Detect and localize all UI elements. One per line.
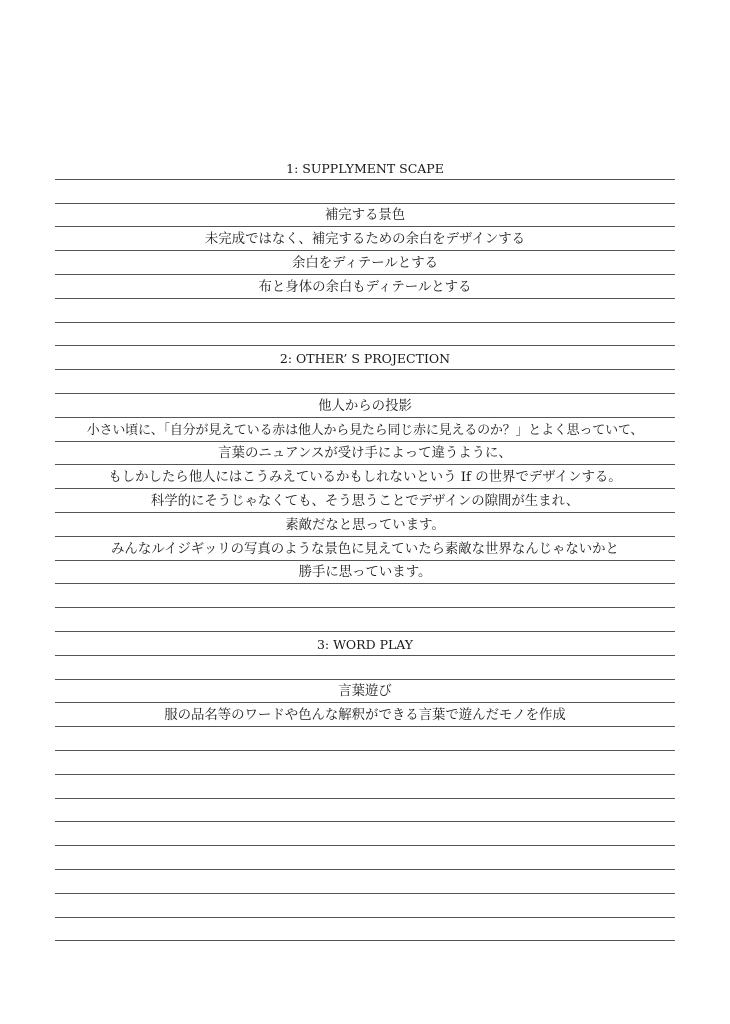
blank-line [55,299,675,323]
section-2-line-1: 小さい頃に、「自分が見えている赤は他人から見たら同じ赤に見えるのか？」とよく思っていて、 [55,418,675,442]
ruled-lines [55,156,675,941]
section-1-title: 補完する景色 [55,204,675,228]
section-3-heading: 3: WORD PLAY [55,632,675,656]
blank-line [55,918,675,942]
section-3-line-1: 服の品名等のワードや色んな解釈ができる言葉で遊んだモノを作成 [55,703,675,727]
section-1-line-1: 未完成ではなく、補完するための余白をデザインする [55,227,675,251]
blank-line [55,775,675,799]
blank-line [55,870,675,894]
section-2-line-4: 科学的にそうじゃなくても、そう思うことでデザインの隙間が生まれ、 [55,489,675,513]
section-1-line-2: 余白をディテールとする [55,251,675,275]
section-3-title: 言葉遊び [55,680,675,704]
section-2-title: 他人からの投影 [55,394,675,418]
blank-line [55,584,675,608]
blank-line [55,799,675,823]
section-2-line-6: みんなルイジギッリの写真のような景色に見えていたら素敵な世界なんじゃないかと [55,537,675,561]
blank-line [55,846,675,870]
blank-line [55,894,675,918]
section-2-line-3: もしかしたら他人にはこうみえているかもしれないという If の世界でデザインする。 [55,465,675,489]
section-2-heading: 2: OTHER’ S PROJECTION [55,346,675,370]
blank-line [55,370,675,394]
section-1-line-3: 布と身体の余白もディテールとする [55,275,675,299]
section-2-line-7: 勝手に思っています。 [55,561,675,585]
section-1-heading: 1: SUPPLYMENT SCAPE [55,156,675,180]
blank-line [55,727,675,751]
section-2-line-5: 素敵だなと思っています。 [55,513,675,537]
blank-line [55,751,675,775]
blank-line [55,656,675,680]
blank-line [55,822,675,846]
blank-line [55,180,675,204]
blank-line [55,608,675,632]
blank-line [55,323,675,347]
section-2-line-2: 言葉のニュアンスが受け手によって違うように、 [55,442,675,466]
